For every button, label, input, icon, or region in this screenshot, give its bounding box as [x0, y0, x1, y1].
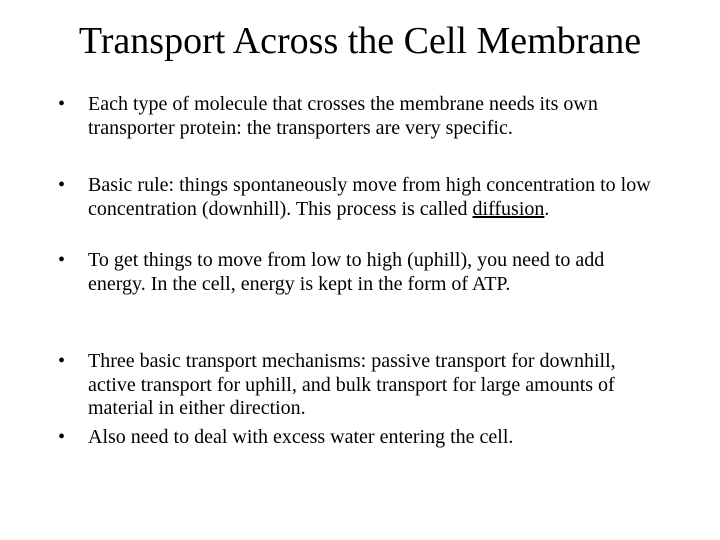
bullet-item [58, 426, 658, 450]
bullet-text: To get things to move from low to high (uphill), you need to add energy. In the cell, energy is kept in the form of ATP. [88, 249, 605, 295]
bullet-text: Each type of molecule that crosses the membrane needs its own transporter protein: the transporters are very specific. [88, 93, 598, 139]
bullet-item [58, 93, 658, 140]
bullet-item [58, 174, 658, 221]
bullet-icon: • [58, 174, 66, 196]
bullet-text [88, 174, 658, 221]
bullet-text-start: Basic rule: things spontaneously move from high concentration to low concentration (downhill). This process is called [88, 174, 651, 220]
bullet-text: Also need to deal with excess water entering the cell. [88, 426, 514, 448]
underlined-term: diffusion [472, 197, 545, 220]
bullet-icon: • [58, 350, 66, 372]
bullet-text-end: . [544, 197, 550, 220]
slide-title: Transport Across the Cell Membrane [78, 20, 642, 62]
bullet-text: Three basic transport mechanisms: passive transport for downhill, active transport for uphill, and bulk transport for large amounts of material in either direction. [88, 350, 616, 419]
bullet-icon: • [58, 93, 66, 115]
bullet-icon: • [58, 426, 66, 448]
bullet-item [58, 350, 658, 421]
bullet-icon: • [58, 249, 66, 271]
bullet-item [58, 249, 658, 296]
